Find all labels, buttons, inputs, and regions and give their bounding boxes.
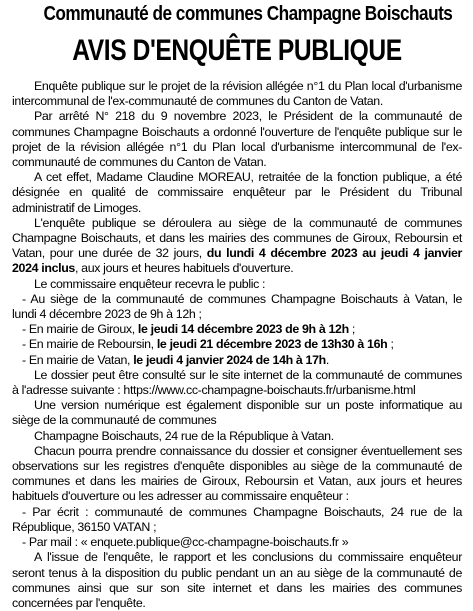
permanence-reboursin-label: - En mairie de Reboursin,	[22, 337, 157, 352]
paragraph-report: A l'issue de l'enquête, le rapport et les conclusions du commissaire enquêteur seront tenus à la disposition du public pendant un an au siège de la communauté de communes ainsi que sur son site internet et dans les mairies des communes concernées par l'enquête.	[12, 550, 462, 610]
paragraph-digital-version: Une version numérique est également disponible sur un poste informatique au siège de la communauté de communes	[12, 398, 462, 428]
paragraph-reception-intro: Le commissaire enquêteur recevra le public :	[34, 276, 266, 291]
permanence-vatan	[12, 353, 462, 368]
permanence-reboursin-date: le jeudi 21 décembre 2023 de 13h30 à 16h	[156, 337, 388, 352]
permanence-giroux	[12, 322, 462, 337]
paragraph-observations: Chacun pourra prendre connaissance du dossier et consigner éventuellement ses observations sur les registres d'enquête disponibles au siège de la communauté de communes et dans les mairies de Giroux, Reboursin et Vatan, aux jours et heures habituels d'ouverture ou les adresser au commissaire enquêteur :	[12, 443, 462, 504]
paragraph-commissioner: A cet effet, Madame Claudine MOREAU, retraitée de la fonction publique, a été désignée en qualité de commissaire enquêteur par le Président du Tribunal administratif de Limoges.	[12, 170, 462, 215]
permanence-vatan-date: le jeudi 4 janvier 2024 de 14h à 17h	[133, 352, 326, 367]
location-text: L'enquête publique se déroulera au siège de la communauté de communes Champagne Boischauts, et dans les mairies des communes de Giroux, Reboursin et Vatan, pour une durée de 32 jours,	[12, 215, 462, 261]
contact-email: - Par mail : « enquete.publique@cc-champagne-boischauts.fr »	[22, 535, 349, 550]
permanence-reboursin	[12, 337, 462, 352]
permanence-vatan-hq: - Au siège de la communauté de communes Champagne Boischauts à Vatan, le lundi 4 décembre 2023 de 9h à 12h ;	[12, 291, 462, 322]
permanence-giroux-date: le jeudi 14 décembre 2023 de 9h à 12h	[137, 322, 349, 337]
organization-name: Communauté de communes Champagne Boischauts	[43, 3, 453, 25]
paragraph-website: Le dossier peut être consulté sur le site internet de la communauté de communes à l'adresse suivante : https://www.cc-champagne-boischauts.fr/urbanisme.html	[12, 367, 462, 398]
permanence-vatan-label: - En mairie de Vatan,	[22, 352, 134, 367]
permanence-reboursin-end: ;	[387, 337, 394, 352]
paragraph-location-dates	[12, 216, 462, 277]
notice-page	[0, 3, 473, 610]
inquiry-dates: du lundi 4 décembre 2023 au jeudi 4 janvier 2024 inclus	[12, 246, 462, 276]
permanence-vatan-end: .	[325, 352, 329, 367]
paragraph-address: Champagne Boischauts, 24 rue de la République à Vatan.	[34, 428, 334, 443]
notice-title: AVIS D'ENQUÊTE PUBLIQUE	[72, 34, 402, 67]
paragraph-subject: Enquête publique sur le projet de la révision allégée n°1 du Plan local d'urbanisme intercommunal de l'ex-communauté de communes du Canton de Vatan.	[12, 79, 462, 109]
permanence-giroux-label: - En mairie de Giroux,	[22, 322, 138, 337]
contact-postal: - Par écrit : communauté de communes Champagne Boischauts, 24 rue de la République, 36150 VATAN ;	[12, 504, 462, 534]
permanence-giroux-end: ;	[348, 322, 355, 337]
notice-body	[12, 79, 462, 611]
paragraph-decree: Par arrêté N° 218 du 9 novembre 2023, le Président de la communauté de communes Champagne Boischauts a ordonné l'ouverture de l'enquête publique sur le projet de la révision allégée n°1 du Plan local d'urbanisme intercommunal de l'ex-communauté de communes du Canton de Vatan.	[12, 109, 462, 170]
location-end: , aux jours et heures habituels d'ouverture.	[74, 261, 294, 276]
